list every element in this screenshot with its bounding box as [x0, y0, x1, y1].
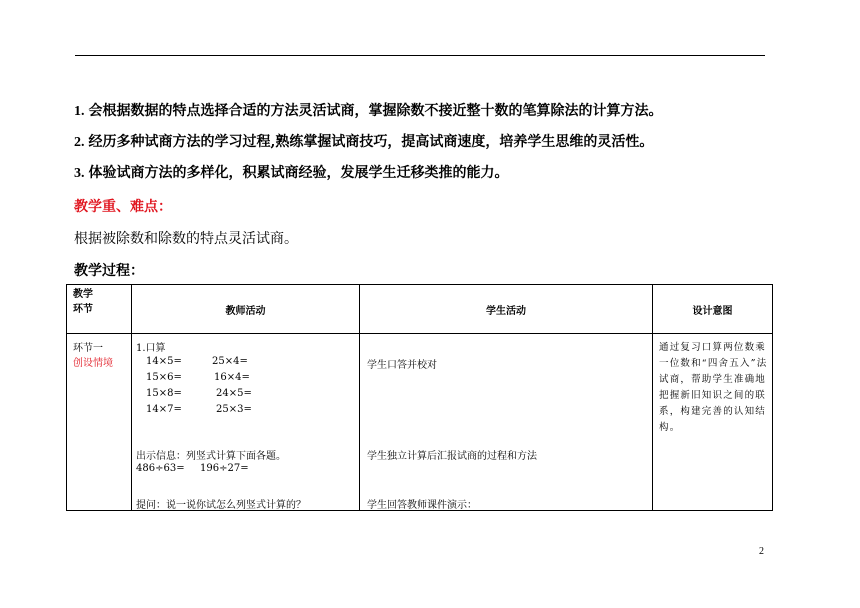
teacher-question: 提问：说一说你试怎么列竖式计算的？ [136, 500, 306, 511]
objective-3 [74, 162, 509, 182]
lesson-table [66, 284, 773, 511]
objective-text: 会根据数据的特点选择合适的方法灵活试商，掌握除数不接近整十数的笔算除法的计算方法。 [88, 103, 663, 119]
oral-calc: 25×3= [216, 404, 252, 415]
oral-calc: 24×5= [216, 388, 252, 399]
intent-cell [653, 334, 773, 511]
problem: 486÷63= [136, 463, 185, 474]
teacher-cell [132, 334, 360, 511]
table-header-row [67, 285, 773, 334]
header-stage-line2: 环节 [73, 304, 93, 315]
objective-number: 3. [74, 166, 85, 181]
header-intent: 设计意图 [653, 285, 773, 334]
stage-cell [67, 334, 132, 511]
student-activity: 学生独立计算后汇报试商的过程和方法 [367, 451, 537, 462]
key-points-text: 根据被除数和除数的特点灵活试商。 [74, 231, 298, 247]
header-rule [75, 55, 765, 56]
key-points-heading: 教学重、难点： [74, 199, 172, 215]
header-teacher: 教师活动 [132, 285, 360, 334]
oral-calc: 14×7= [146, 404, 182, 415]
header-stage-line1: 教学 [73, 289, 93, 300]
header-stage [67, 285, 132, 334]
oral-calc: 25×4= [212, 356, 248, 367]
oral-calc: 16×4= [214, 372, 250, 383]
objective-1 [74, 100, 663, 120]
objective-2 [74, 131, 653, 151]
page-number: 2 [759, 546, 764, 557]
process-heading: 教学过程： [74, 263, 144, 279]
design-intent: 通过复习口算两位数乘一位数和“四舍五入”法试商，帮助学生准确地把握新旧知识之间的联系，构建完善的认知结构。 [659, 342, 768, 433]
objective-number: 1. [74, 104, 85, 119]
oral-calc: 15×8= [146, 388, 182, 399]
student-cell [360, 334, 653, 511]
oral-calc: 14×5= [146, 356, 182, 367]
stage-title: 创设情境 [73, 358, 113, 369]
objective-number: 2. [74, 135, 85, 150]
objective-text: 经历多种试商方法的学习过程,熟练掌握试商技巧，提高试商速度，培养学生思维的灵活性。 [88, 134, 654, 150]
table-row [67, 334, 773, 511]
student-activity: 学生回答教师课件演示： [367, 500, 477, 511]
show-info: 出示信息：列竖式计算下面各题。 [136, 451, 286, 462]
student-activity: 学生口答并校对 [367, 360, 437, 371]
teacher-item-title: 1.口算 [136, 343, 166, 354]
problem: 196÷27= [200, 463, 249, 474]
objective-text: 体验试商方法的多样化，积累试商经验，发展学生迁移类推的能力。 [88, 165, 509, 181]
oral-calc: 15×6= [146, 372, 182, 383]
stage-name: 环节一 [73, 343, 103, 354]
header-student: 学生活动 [360, 285, 653, 334]
